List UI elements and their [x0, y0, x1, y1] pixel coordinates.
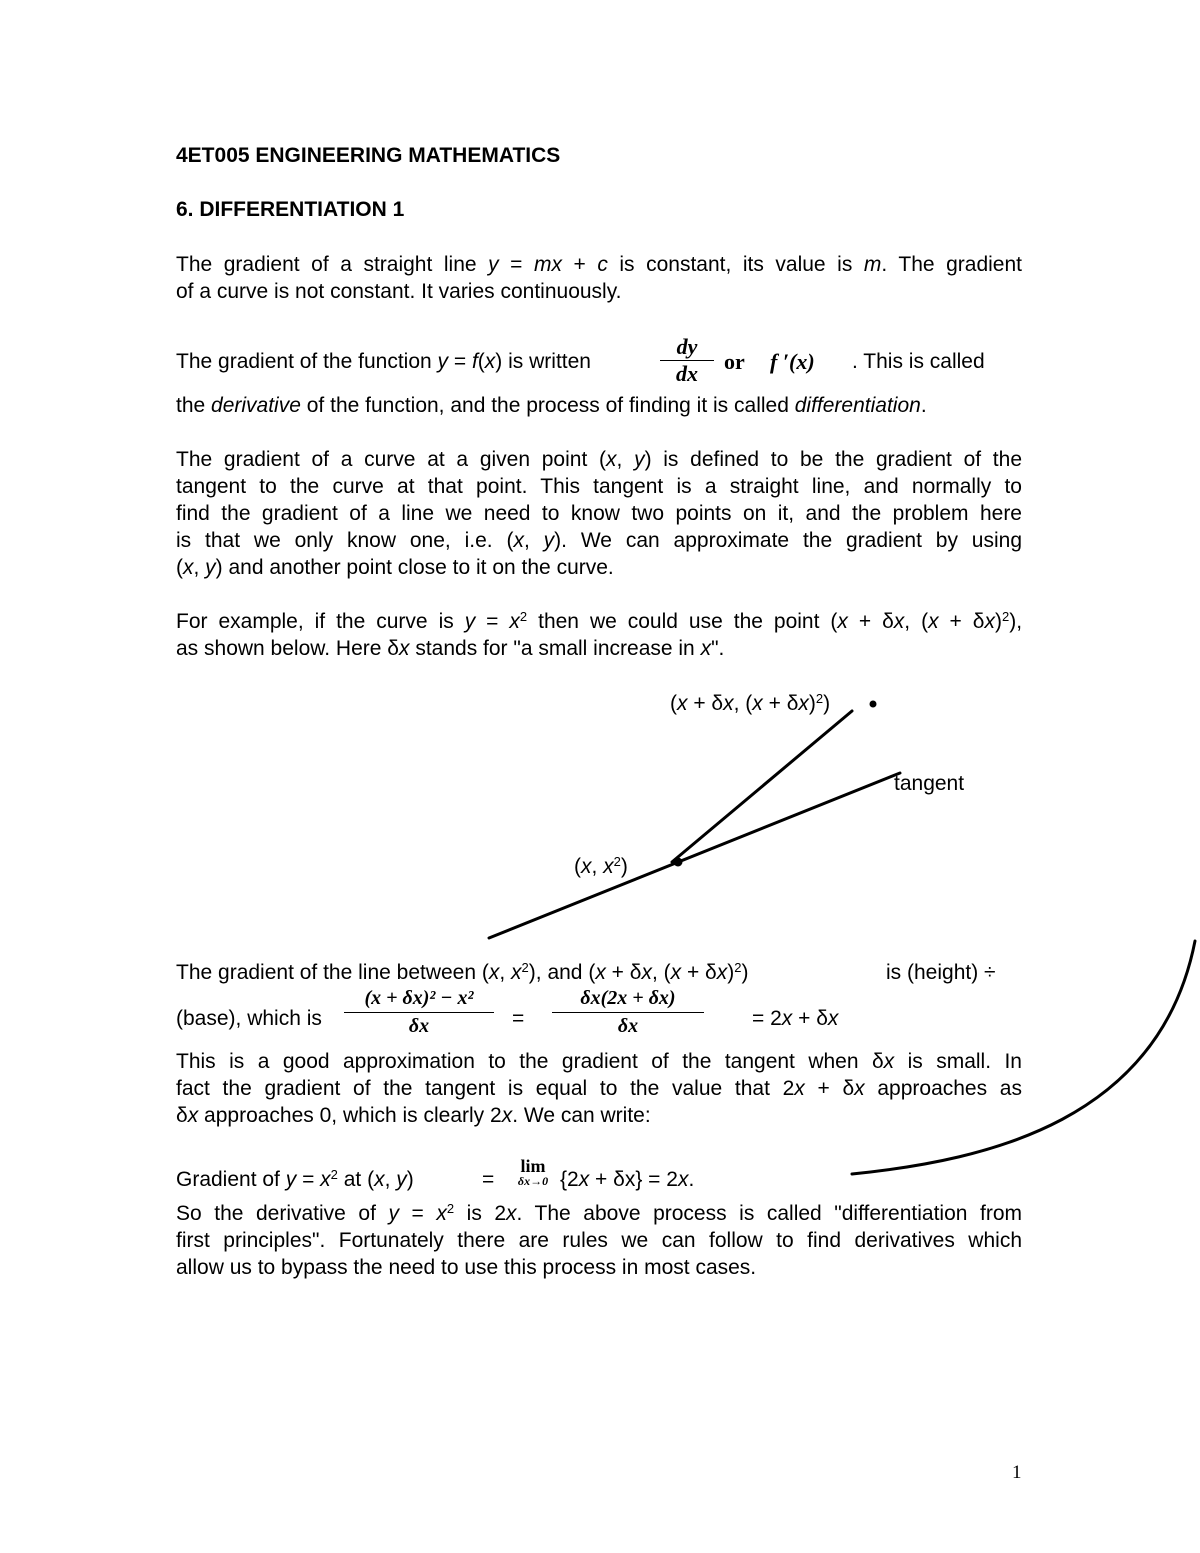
paragraph-line-end: . This is called — [852, 350, 985, 373]
paragraph-line: allow us to bypass the need to use this process in most cases. — [176, 1256, 757, 1279]
result-expression: = 2x + δx — [752, 1007, 839, 1030]
tangent-line — [489, 773, 900, 938]
document-title: 4ET005 ENGINEERING MATHEMATICS — [176, 144, 561, 167]
dy-dx-fraction: $\frac{dy}{dx}$ — [660, 335, 714, 386]
derivative-notation-line: The gradient of the function y = f(x) is written — [176, 350, 591, 373]
paragraph-line: fact the gradient of the tangent is equal to the value that 2x + δx approaches as — [176, 1077, 1022, 1100]
page-number: 1 — [1012, 1462, 1022, 1483]
paragraph-line: (x, y) and another point close to it on the curve. — [176, 556, 614, 579]
paragraph-line: of a curve is not constant. It varies continuously. — [176, 280, 622, 303]
paragraph-line: find the gradient of a line we need to know two points on it, and the problem here — [176, 502, 1022, 525]
difference-quotient-fraction: $\frac{\text{(x + δx)² − x²}}{\delta x}$ — [344, 986, 494, 1039]
limit-operator: lim δx→0 — [517, 1156, 549, 1188]
limit-expression: {2x + δx} = 2x. — [560, 1168, 695, 1191]
tangent-label: tangent — [894, 772, 965, 795]
paragraph-line: So the derivative of $y = x^2$ is 2x. The above process is called "differentiation from — [176, 1201, 1022, 1225]
paragraph-line: the derivative of the function, and the process of finding it is called differentiation. — [176, 394, 927, 417]
paragraph-line: as shown below. Here δx stands for "a small increase in x". — [176, 637, 725, 660]
section-heading: 6. DIFFERENTIATION 1 — [176, 198, 405, 221]
f-prime-notation: f ′(x) — [770, 349, 815, 374]
equals-sign: = — [482, 1168, 495, 1191]
near-point-label: (x, $x^2$) — [574, 854, 628, 878]
point-far — [870, 701, 877, 708]
chord-line — [672, 711, 852, 862]
gradient-limit-label: Gradient of $y = x^2$ at (x, y) — [176, 1167, 414, 1191]
paragraph-line: The gradient of the line between (x, $x^2$), and (x + δx, $(x + \delta x)^2$) is (height) ÷ — [176, 960, 996, 984]
far-point-label: (x + δx, $(x + \delta x)^2$) — [670, 691, 831, 715]
paragraph-line: The gradient of a curve at a given point (x, y) is defined to be the gradient of the — [176, 448, 1023, 471]
base-label: (base), which is — [176, 1007, 322, 1030]
paragraph-line: is that we only know one, i.e. (x, y). We can approximate the gradient by using — [176, 529, 1022, 552]
or-word: or — [724, 349, 745, 374]
paragraph-line: first principles". Fortunately there are rules we can follow to find derivatives which — [176, 1229, 1022, 1252]
paragraph-line: The gradient of a straight line y = mx + c is constant, its value is m. The gradient — [176, 253, 1022, 276]
point-near — [674, 858, 683, 867]
paragraph-line: This is a good approximation to the gradient of the tangent when δx is small. In — [176, 1050, 1022, 1073]
factored-fraction: $\frac{\delta x(2x + \delta x)}{\delta x}$ — [552, 986, 704, 1039]
paragraph-line: δx approaches 0, which is clearly 2x. We can write: — [176, 1104, 651, 1127]
equals-sign: = — [512, 1007, 525, 1030]
paragraph-line: tangent to the curve at that point. This tangent is a straight line, and normally to — [176, 475, 1022, 498]
paragraph-line: For example, if the curve is $y = x^2$ then we could use the point (x + δx, $(x + \delta x)^2$), — [176, 609, 1023, 633]
